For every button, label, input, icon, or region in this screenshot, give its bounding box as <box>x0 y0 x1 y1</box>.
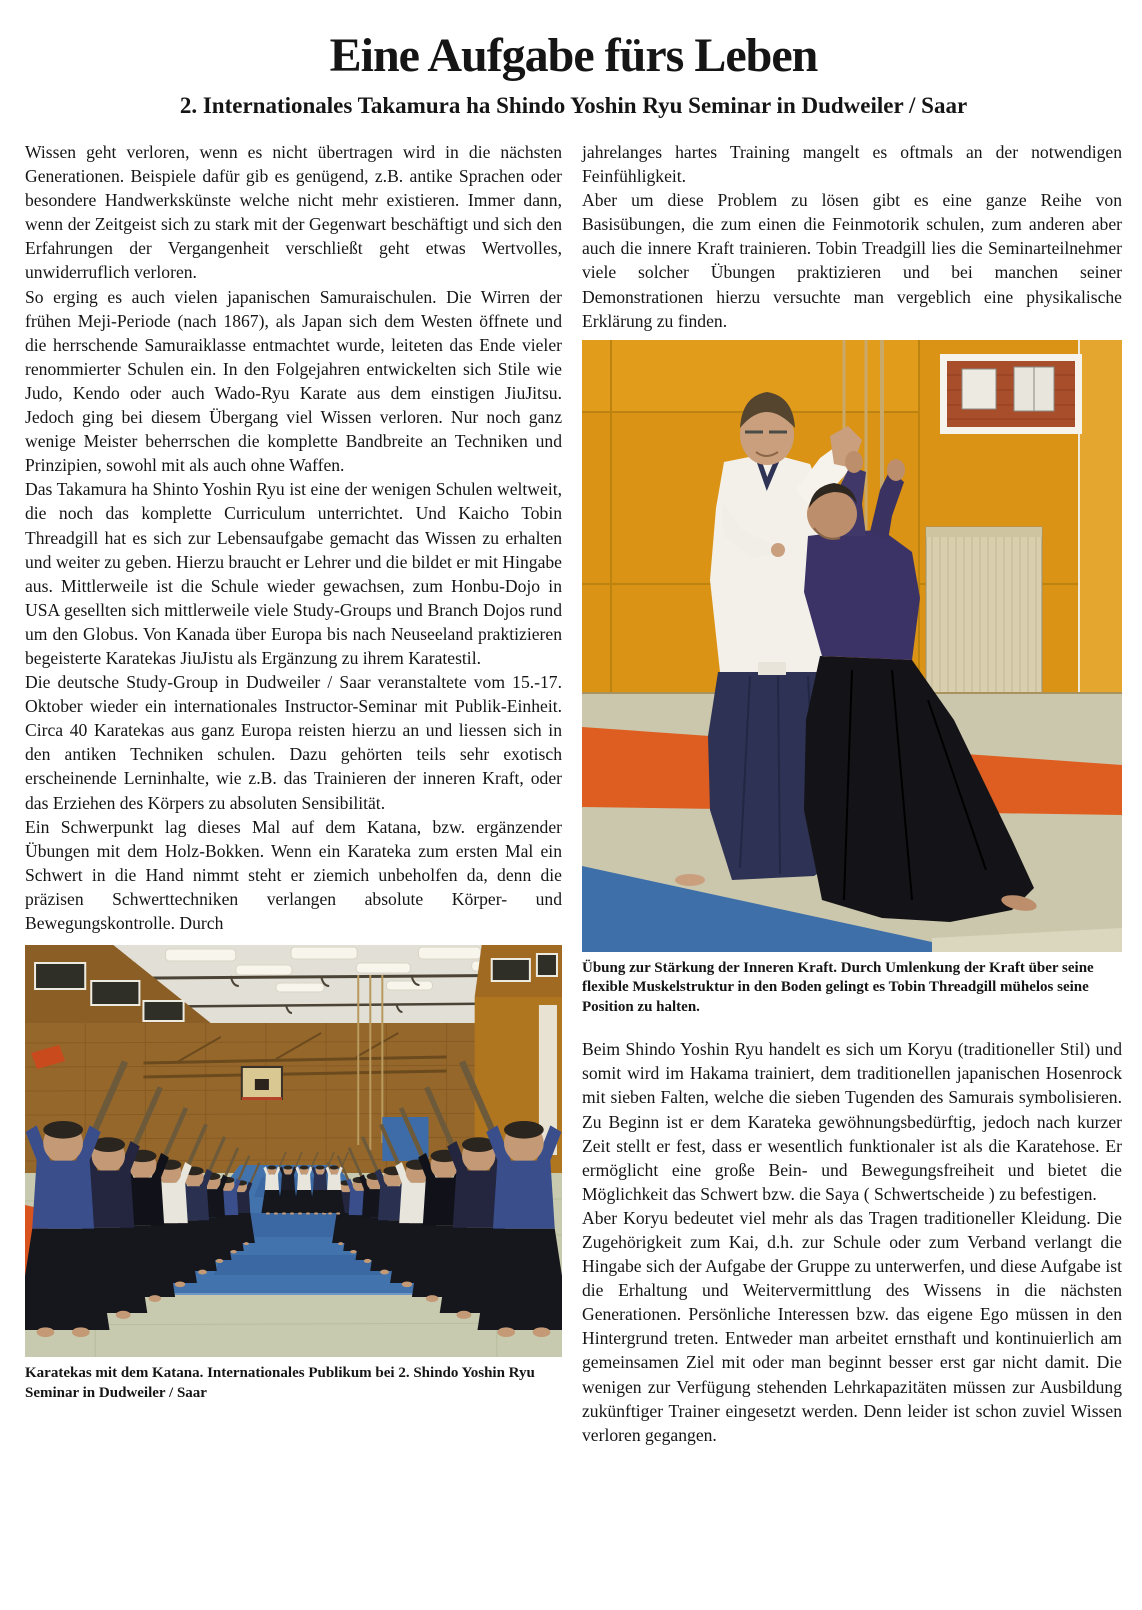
body-paragraph: Aber Koryu bedeutet viel mehr als das Tragen traditioneller Kleidung. Die Zugehörigkeit zum Kai, d.h. zur Schule oder zum Verband verlangt die Hingabe sich der Aufgabe der Gruppe zu unterwerfen, und diese Aufgabe ist die Erhaltung und Weitervermittlung des Wissens in die nächsten Generationen. Persönliche Interessen bzw. das eigene Ego müssen in den Hintergrund treten. Entweder man arbeitet ernsthaft und kontinuierlich am gemeinsamen Ziel mit oder man beginnt besser erst gar nicht damit. Die wenigen zur Verfügung stehenden Lehrkapazitäten müssen zur Ausbildung zukünftiger Trainer eingesetzt werden. Denn leider ist schon zuviel Wissen verloren gegangen. <box>582 1207 1122 1445</box>
body-paragraph: Aber um diese Problem zu lösen gibt es eine ganze Reihe von Basisübungen, die zum einen die Feinmotorik schulen, zum anderen aber auch die innere Kraft trainieren. Tobin Treadgill lies die Seminarteilnehmer viele solcher Übungen praktizieren und bei manchen seiner Demonstrationen hierzu versuchte man vergeblich eine physikalische Erklärung zu finden. <box>582 190 1122 331</box>
body-paragraph: Die deutsche Study-Group in Dudweiler / Saar veranstaltete vom 15.-17. Oktober wieder ein internationales Instructor-Seminar mit Publik-Einheit. Circa 40 Karatekas aus ganz Europa reisten hierzu an und liessen sich in den antiken Techniken schulen. Dazu gehörten teils sehr exotisch erscheinende Lerninhalte, wie z.B. das Trainieren der inneren Kraft, oder das Erziehen des Körpers zu absoluten Sensibilität. <box>25 672 562 813</box>
window <box>940 354 1082 434</box>
body-paragraph: Ein Schwerpunkt lag dieses Mal auf dem Katana, bzw. ergänzender Übungen mit dem Holz-Bokken. Wenn ein Karateka zum ersten Mal ein Schwert in die Hand nimmt steht er ziemich unbeholfen da, denn die präzisen Schwerttechniken verlangen absolute Körper- und Bewegungskontrolle. Durch <box>25 816 562 933</box>
inner-strength-photo-figure <box>582 340 1122 1018</box>
body-paragraph: jahrelanges hartes Training mangelt es oftmals an der notwendigen Feinfühligkeit. <box>582 142 1122 187</box>
body-paragraph: Das Takamura ha Shinto Yoshin Ryu ist eine der wenigen Schulen weltweit, die noch das komplette Curriculum unterrichtet. Und Kaicho Tobin Threadgill hat es sich zur Lebensaufgabe gemacht das Wissen zu erhalten und weiter zu geben. Hierzu braucht er Lehrer und die bildet er mit Hingabe aus. Mittlerweile ist die Schule wieder gewachsen, zum Honbu-Dojo in USA gesellten sich mittlerweile viele Study-Groups und Branch Dojos rund um den Globus. Von Kanada über Europa bis nach Neuseeland praktizieren begeisterte Karatekas JiuJistu als Ergänzung zu ihrem Karatestil. <box>25 479 562 668</box>
backboard-target <box>255 1079 269 1090</box>
article-subtitle: 2. Internationales Takamura ha Shindo Yoshin Ryu Seminar in Dudweiler / Saar <box>179 93 968 118</box>
body-paragraph: So erging es auch vielen japanischen Samuraischulen. Die Wirren der frühen Meji-Periode (nach 1867), als Japan sich dem Westen öffnete und die herrschende Samuraiklasse entmachtet wurde, leiteten das Ende vieler renommierter Schulen ein. In den Folgejahren entwickelten sich Stile wie Judo, Kendo oder auch Wado-Ryu Karate aus dem einstigen JiuJitsu. Jedoch ging bei diesem Übergang viel Wissen verloren. Nur noch ganz wenige Meister beherrschen die komplette Bandbreite an Techniken und Prinzipien, sowohl mit als auch ohne Waffen. <box>25 286 562 476</box>
body-paragraph: Wissen geht verloren, wenn es nicht übertragen wird in die nächsten Generationen. Beispiele dafür gib es genügend, z.B. antike Sprachen oder besondere Handwerkskünste welche nicht mehr existieren. Immer dann, wenn der Zeitgeist sich zu stark mit der Gegenwart beschäftigt und sich den Erfahrungen der Vergangenheit verschließt geht etwas Wertvolles, unwiderruflich verloren. <box>25 142 562 283</box>
right-column <box>582 140 1122 1447</box>
photo-caption: Übung zur Stärkung der Inneren Kraft. Durch Umlenkung der Kraft über seine flexible Muskelstruktur in den Boden gelingt es Tobin Threadgill mühelos seine Position zu halten. <box>582 959 1094 1015</box>
radiator <box>926 527 1042 693</box>
two-column-body <box>25 140 1122 1447</box>
inner-strength-photo <box>582 340 1122 952</box>
body-paragraph: Beim Shindo Yoshin Ryu handelt es sich um Koryu (traditioneller Stil) und somit wird im Hakama trainiert, dem traditionellen japanischen Hosenrock mit sieben Falten, welche die sieben Tugenden des Samurais symbolisieren. Zu Beginn ist er dem Karateka gewöhnungsbedürftig, jedoch nach kurzer Zeit stellt er fest, dass er wesentlich funktionaler ist als die Karatehose. Er ermöglicht eine große Bein- und Bewegungsfreiheit und bietet die Möglichkeit das Schwert bzw. die Saya ( Schwertscheide ) zu befestigen. <box>582 1039 1122 1204</box>
left-column <box>25 140 562 1447</box>
right-wall-windows <box>492 954 557 981</box>
katana-group-photo <box>25 945 562 1357</box>
article-title: Eine Aufgabe fürs Leben <box>329 29 818 82</box>
photo-caption: Karatekas mit dem Katana. Internationales Publikum bei 2. Shindo Yoshin Ryu Seminar in Dudweiler / Saar <box>25 1365 535 1401</box>
katana-group-photo-figure <box>25 945 562 1403</box>
